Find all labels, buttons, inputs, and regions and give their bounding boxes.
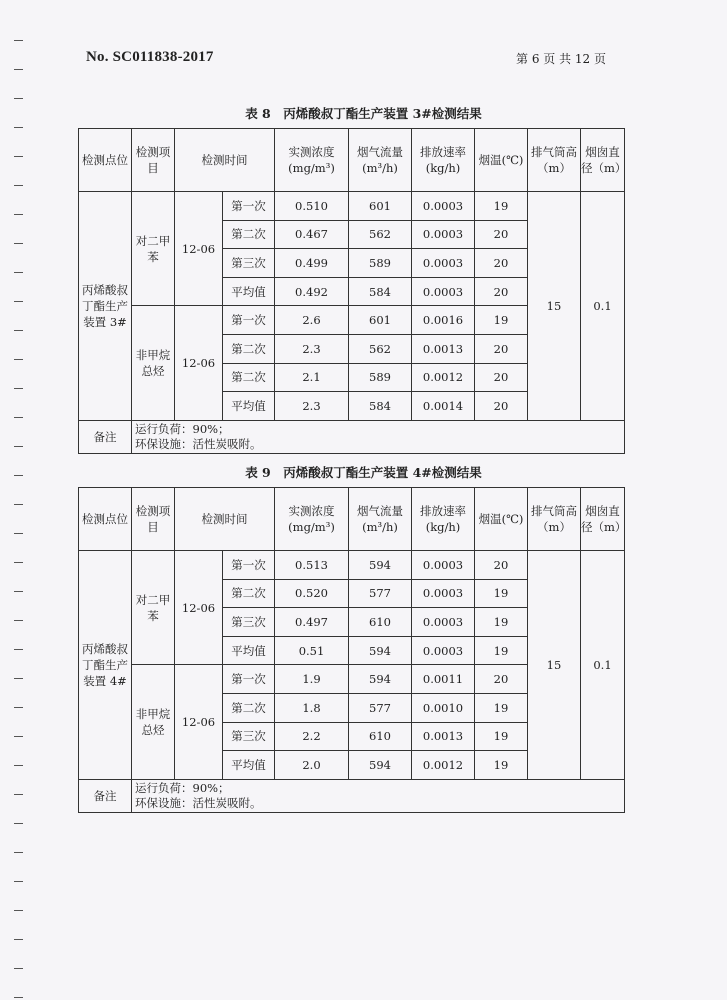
measurement-label: 第二次 (223, 334, 275, 363)
flow-cell: 589 (349, 249, 412, 278)
margin-tick (14, 417, 23, 418)
note-row (79, 420, 625, 453)
binding-margin-marks (14, 0, 24, 1000)
margin-tick (14, 330, 23, 331)
concentration-cell: 2.3 (275, 392, 349, 421)
margin-tick (14, 678, 23, 679)
margin-tick (14, 562, 23, 563)
margin-tick (14, 707, 23, 708)
rate-cell: 0.0003 (412, 192, 475, 221)
margin-tick (14, 736, 23, 737)
concentration-cell: 2.6 (275, 306, 349, 335)
rate-cell: 0.0003 (412, 249, 475, 278)
margin-tick (14, 591, 23, 592)
note-label: 备注 (79, 420, 132, 453)
measurement-label: 平均值 (223, 636, 275, 665)
margin-tick (14, 388, 23, 389)
note-content (132, 779, 625, 812)
location-cell: 丙烯酸叔丁酯生产装置 3# (79, 192, 132, 421)
item-cell: 对二甲苯 (132, 192, 175, 306)
location-cell: 丙烯酸叔丁酯生产装置 4# (79, 551, 132, 780)
margin-tick (14, 504, 23, 505)
concentration-cell: 1.8 (275, 693, 349, 722)
temp-cell: 19 (475, 306, 528, 335)
col-rate-header: 排放速率(kg/h) (412, 129, 475, 192)
concentration-cell: 0.499 (275, 249, 349, 278)
measurement-label: 平均值 (223, 751, 275, 780)
col-concentration-header: 实测浓度(mg/m³) (275, 129, 349, 192)
rate-cell: 0.0010 (412, 693, 475, 722)
measurement-label: 第一次 (223, 665, 275, 694)
margin-tick (14, 881, 23, 882)
margin-tick (14, 533, 23, 534)
margin-tick (14, 997, 23, 998)
note-line: 运行负荷：90%； (135, 780, 230, 795)
measurement-label: 第一次 (223, 306, 275, 335)
header-row (79, 129, 625, 192)
col-location-header: 检测点位 (79, 488, 132, 551)
col-time-header: 检测时间 (175, 129, 275, 192)
rate-cell: 0.0013 (412, 334, 475, 363)
margin-tick (14, 301, 23, 302)
margin-tick (14, 69, 23, 70)
rate-cell: 0.0016 (412, 306, 475, 335)
report-number: No. SC011838-2017 (86, 49, 214, 65)
rate-cell: 0.0012 (412, 751, 475, 780)
temp-cell: 19 (475, 579, 528, 608)
temp-cell: 20 (475, 551, 528, 580)
col-temp-header: 烟温(℃) (475, 129, 528, 192)
flow-cell: 562 (349, 220, 412, 249)
note-line: 运行负荷：90%； (135, 421, 230, 436)
measurement-label: 第三次 (223, 249, 275, 278)
flow-cell: 577 (349, 693, 412, 722)
rate-cell: 0.0003 (412, 608, 475, 637)
flow-cell: 594 (349, 751, 412, 780)
rate-cell: 0.0003 (412, 636, 475, 665)
margin-tick (14, 446, 23, 447)
margin-tick (14, 243, 23, 244)
col-location-header: 检测点位 (79, 129, 132, 192)
flow-cell: 610 (349, 722, 412, 751)
temp-cell: 19 (475, 608, 528, 637)
date-cell: 12-06 (175, 192, 223, 306)
col-stack-diameter-header: 烟囱直径（m） (581, 129, 625, 192)
rate-cell: 0.0012 (412, 363, 475, 392)
col-concentration-header: 实测浓度(mg/m³) (275, 488, 349, 551)
rate-cell: 0.0003 (412, 277, 475, 306)
flow-cell: 562 (349, 334, 412, 363)
rate-cell: 0.0003 (412, 220, 475, 249)
margin-tick (14, 794, 23, 795)
item-cell: 非甲烷总烃 (132, 306, 175, 420)
margin-tick (14, 40, 23, 41)
flow-cell: 594 (349, 636, 412, 665)
rate-cell: 0.0013 (412, 722, 475, 751)
measurement-label: 平均值 (223, 277, 275, 306)
flow-cell: 601 (349, 306, 412, 335)
item-cell: 对二甲苯 (132, 551, 175, 665)
table8-results (78, 128, 625, 454)
item-cell: 非甲烷总烃 (132, 665, 175, 779)
measurement-label: 第三次 (223, 608, 275, 637)
measurement-label: 第一次 (223, 551, 275, 580)
rate-cell: 0.0003 (412, 551, 475, 580)
stack-diameter-cell: 0.1 (581, 192, 625, 421)
concentration-cell: 2.0 (275, 751, 349, 780)
col-temp-header: 烟温(℃) (475, 488, 528, 551)
stack-height-cell: 15 (528, 551, 581, 780)
flow-cell: 589 (349, 363, 412, 392)
concentration-cell: 0.497 (275, 608, 349, 637)
concentration-cell: 2.2 (275, 722, 349, 751)
flow-cell: 594 (349, 551, 412, 580)
table8-title: 表 8 丙烯酸叔丁酯生产装置 3#检测结果 (245, 106, 482, 121)
concentration-cell: 2.3 (275, 334, 349, 363)
table9-results (78, 487, 625, 813)
margin-tick (14, 272, 23, 273)
date-cell: 12-06 (175, 551, 223, 665)
measurement-label: 第一次 (223, 192, 275, 221)
margin-tick (14, 359, 23, 360)
temp-cell: 20 (475, 363, 528, 392)
temp-cell: 19 (475, 636, 528, 665)
note-line: 环保设施：活性炭吸附。 (135, 795, 262, 810)
flow-cell: 601 (349, 192, 412, 221)
temp-cell: 20 (475, 220, 528, 249)
col-rate-header: 排放速率(kg/h) (412, 488, 475, 551)
rate-cell: 0.0014 (412, 392, 475, 421)
flow-cell: 584 (349, 392, 412, 421)
header-row (79, 488, 625, 551)
flow-cell: 584 (349, 277, 412, 306)
rate-cell: 0.0003 (412, 579, 475, 608)
temp-cell: 20 (475, 277, 528, 306)
concentration-cell: 0.513 (275, 551, 349, 580)
stack-diameter-cell: 0.1 (581, 551, 625, 780)
rate-cell: 0.0011 (412, 665, 475, 694)
measurement-label: 第三次 (223, 722, 275, 751)
measurement-label: 第二次 (223, 693, 275, 722)
flow-cell: 610 (349, 608, 412, 637)
concentration-cell: 0.492 (275, 277, 349, 306)
temp-cell: 20 (475, 334, 528, 363)
measurement-label: 平均值 (223, 392, 275, 421)
margin-tick (14, 765, 23, 766)
table-row (79, 192, 625, 221)
flow-cell: 577 (349, 579, 412, 608)
measurement-label: 第二次 (223, 579, 275, 608)
margin-tick (14, 910, 23, 911)
concentration-cell: 1.9 (275, 665, 349, 694)
temp-cell: 20 (475, 392, 528, 421)
col-stack-height-header: 排气筒高（m） (528, 488, 581, 551)
temp-cell: 20 (475, 249, 528, 278)
concentration-cell: 0.467 (275, 220, 349, 249)
concentration-cell: 0.51 (275, 636, 349, 665)
col-item-header: 检测项目 (132, 488, 175, 551)
col-item-header: 检测项目 (132, 129, 175, 192)
margin-tick (14, 156, 23, 157)
stack-height-cell: 15 (528, 192, 581, 421)
margin-tick (14, 823, 23, 824)
margin-tick (14, 649, 23, 650)
date-cell: 12-06 (175, 665, 223, 779)
note-content (132, 420, 625, 453)
page-info: 第 6 页 共 12 页 (516, 52, 606, 66)
flow-cell: 594 (349, 665, 412, 694)
margin-tick (14, 939, 23, 940)
measurement-label: 第二次 (223, 363, 275, 392)
note-label: 备注 (79, 779, 132, 812)
measurement-label: 第二次 (223, 220, 275, 249)
margin-tick (14, 968, 23, 969)
margin-tick (14, 127, 23, 128)
margin-tick (14, 852, 23, 853)
col-time-header: 检测时间 (175, 488, 275, 551)
concentration-cell: 0.520 (275, 579, 349, 608)
margin-tick (14, 98, 23, 99)
margin-tick (14, 214, 23, 215)
temp-cell: 19 (475, 693, 528, 722)
date-cell: 12-06 (175, 306, 223, 420)
margin-tick (14, 620, 23, 621)
temp-cell: 19 (475, 192, 528, 221)
col-flow-header: 烟气流量(m³/h) (349, 488, 412, 551)
note-row (79, 779, 625, 812)
table-row (79, 551, 625, 580)
table9-title: 表 9 丙烯酸叔丁酯生产装置 4#检测结果 (245, 465, 482, 480)
concentration-cell: 2.1 (275, 363, 349, 392)
col-flow-header: 烟气流量(m³/h) (349, 129, 412, 192)
col-stack-height-header: 排气筒高（m） (528, 129, 581, 192)
note-line: 环保设施：活性炭吸附。 (135, 436, 262, 451)
col-stack-diameter-header: 烟囱直径（m） (581, 488, 625, 551)
concentration-cell: 0.510 (275, 192, 349, 221)
temp-cell: 20 (475, 665, 528, 694)
temp-cell: 19 (475, 722, 528, 751)
temp-cell: 19 (475, 751, 528, 780)
margin-tick (14, 185, 23, 186)
